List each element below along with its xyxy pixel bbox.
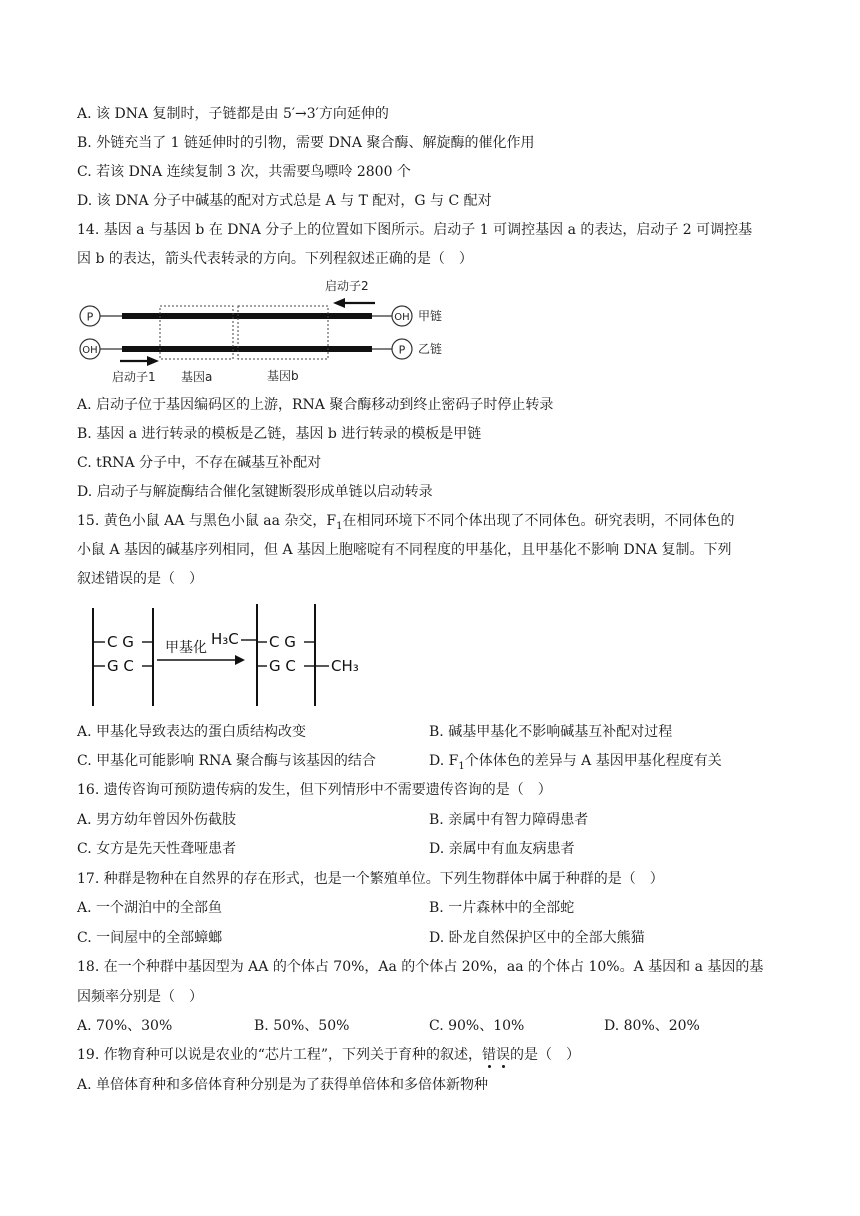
- p-label-bottom: P: [398, 343, 406, 357]
- q15-option-a: A. 甲基化导致表达的蛋白质结构改变: [77, 724, 307, 740]
- emphasis-char-2: 误: [496, 1047, 511, 1063]
- q16-option-d: D. 亲属中有血友病患者: [429, 841, 575, 857]
- right-cg-pair: C G: [269, 633, 296, 651]
- q14-option-d: D. 启动子与解旋酶结合催化氢键断裂形成单链以启动转录: [77, 484, 433, 500]
- q17-option-c: C. 一间屋中的全部蟑螂: [77, 930, 223, 946]
- oh-label-bottom: OH: [82, 345, 98, 356]
- q18-option-d: D. 80%、20%: [604, 1018, 700, 1034]
- strand-jia-label: 甲链: [418, 309, 443, 323]
- q13-option-d: D. 该 DNA 分子中碱基的配对方式总是 A 与 T 配对，G 与 C 配对: [77, 193, 492, 209]
- q13-option-a: A. 该 DNA 复制时，子链都是由 5′→3′方向延伸的: [77, 106, 389, 122]
- q15-option-c: C. 甲基化可能影响 RNA 聚合酶与该基因的结合: [77, 753, 376, 769]
- q16-option-b: B. 亲属中有智力障碍患者: [429, 812, 589, 828]
- q13-option-b: B. 外链充当了 1 链延伸时的引物，需要 DNA 聚合酶、解旋酶的催化作用: [77, 135, 535, 151]
- gene-b-label: 基因b: [267, 369, 299, 383]
- oh-label-top: OH: [394, 312, 410, 323]
- q15-stem-line2: 小鼠 A 基因的碱基序列相同，但 A 基因上胞嘧啶有不同程度的甲基化，且甲基化不影响 DNA 复制。下列: [77, 542, 732, 558]
- h3c-group: H₃C: [211, 630, 239, 648]
- q18-stem-line2: 因频率分别是（ ）: [77, 989, 203, 1005]
- methylation-label: 甲基化: [165, 640, 207, 656]
- methylation-diagram: [85, 600, 385, 710]
- gene-a-label: 基因a: [181, 370, 213, 384]
- q17-option-a: A. 一个湖泊中的全部鱼: [77, 900, 223, 916]
- q17-option-b: B. 一片森林中的全部蛇: [429, 900, 575, 916]
- q16-option-a: A. 男方幼年曾因外伤截肢: [77, 812, 237, 828]
- q13-option-c: C. 若该 DNA 连续复制 3 次，共需要鸟嘌呤 2800 个: [77, 164, 411, 180]
- q16-option-c: C. 女方是先天性聋哑患者: [77, 841, 237, 857]
- q16-stem: 16. 遗传咨询可预防遗传病的发生，但下列情形中不需要遗传咨询的是（ ）: [77, 782, 552, 798]
- promoter1-arrow: [147, 356, 159, 366]
- promoter1-label: 启动子1: [112, 370, 156, 384]
- q18-option-b: B. 50%、50%: [254, 1018, 350, 1034]
- q14-option-c: C. tRNA 分子中，不存在碱基互补配对: [77, 455, 322, 471]
- q19-stem: 19. 作物育种可以说是农业的“芯片工程”，下列关于育种的叙述，错误的是（ ）: [77, 1047, 581, 1063]
- q15-stem-line1: 15. 黄色小鼠 AA 与黑色小鼠 aa 杂交，$F_1$在相同环境下不同个体出现了不同体色。研究表明，不同体色的: [77, 513, 735, 532]
- promoter2-arrow: [333, 298, 345, 308]
- q14-stem-line2: 因 b 的表达，箭头代表转录的方向。下列程叙述正确的是（ ）: [77, 251, 473, 267]
- q19-option-a: A. 单倍体育种和多倍体育种分别是为了获得单倍体和多倍体新物种: [77, 1077, 489, 1093]
- methylation-arrow: [235, 655, 245, 665]
- left-gc-pair: G C: [107, 657, 134, 675]
- q15-option-b: B. 碱基甲基化不影响碱基互补配对过程: [429, 724, 673, 740]
- q14-option-b: B. 基因 a 进行转录的模板是乙链，基因 b 进行转录的模板是甲链: [77, 426, 482, 442]
- q17-stem: 17. 种群是物种在自然界的存在形式，也是一个繁殖单位。下列生物群体中属于种群的是（ ）: [77, 871, 664, 887]
- ch3-group: CH₃: [331, 657, 359, 675]
- q14-stem-line1: 14. 基因 a 与基因 b 在 DNA 分子上的位置如下图所示。启动子 1 可调控基因 a 的表达，启动子 2 可调控基: [77, 222, 753, 238]
- q15-stem-line3: 叙述错误的是（ ）: [77, 571, 203, 587]
- promoter2-label: 启动子2: [325, 279, 369, 293]
- q15-option-d: D. $F_1$个体体色的差异与 A 基因甲基化程度有关: [429, 753, 722, 772]
- left-cg-pair: C G: [107, 633, 134, 651]
- right-gc-pair: G C: [269, 657, 296, 675]
- q14-option-a: A. 启动子位于基因编码区的上游，RNA 聚合酶移动到终止密码子时停止转录: [77, 397, 554, 413]
- gene-diagram: [75, 276, 465, 388]
- p-label-top: P: [86, 310, 94, 324]
- q18-option-a: A. 70%、30%: [77, 1018, 173, 1034]
- emphasis-char-1: 错: [482, 1047, 497, 1063]
- strand-yi-label: 乙链: [418, 342, 443, 356]
- q18-option-c: C. 90%、10%: [429, 1018, 525, 1034]
- q17-option-d: D. 卧龙自然保护区中的全部大熊猫: [429, 930, 645, 946]
- q18-stem-line1: 18. 在一个种群中基因型为 AA 的个体占 70%，Aa 的个体占 20%，aa 的个体占 10%。A 基因和 a 基因的基: [77, 959, 764, 975]
